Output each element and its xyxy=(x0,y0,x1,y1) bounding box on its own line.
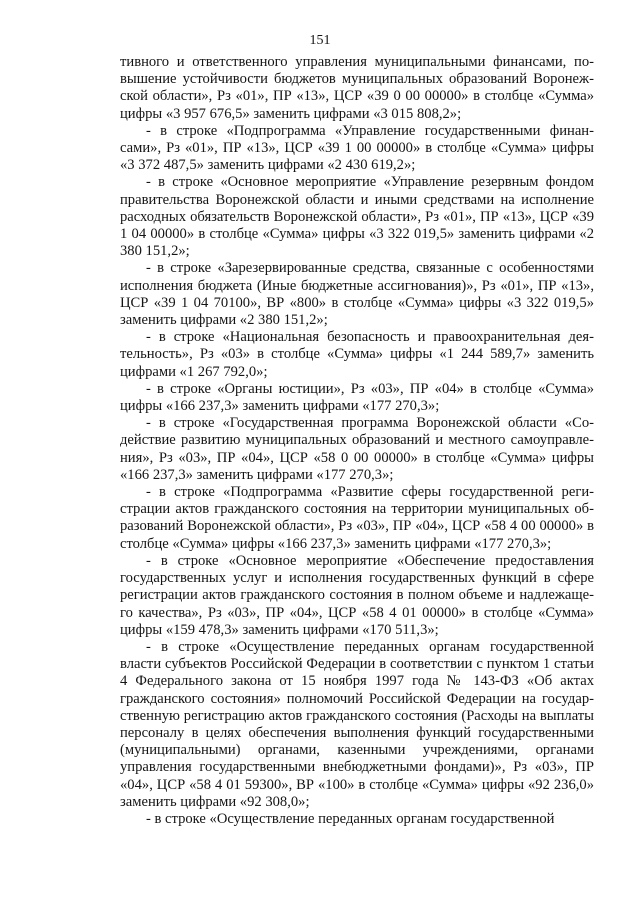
paragraph: - в строке «Органы юстиции», Рз «03», ПР «04» в столбце «Сумма» цифры «166 237,3» заменить цифрами «177 270,3»; xyxy=(120,380,594,415)
paragraph: - в строке «Осуществление переданных органам государственной власти субъектов Российской Федерации в соответствии с пунктом 1 статьи 4 Федерального закона от 15 ноября 1997 года № 143-ФЗ «Об актах гражданского состояния» полномочий Российской Федерации на государственную регистрацию актов гражданского состояния (Расходы на выплаты персоналу в целях обеспечения выполнения функций государственными (муниципальными) органами, казенными учреждениями, органами управления государственными внебюджетными фондами)», Рз «03», ПР «04», ЦСР «58 4 01 59300», ВР «100» в столбце «Сумма» цифры «92 236,0» заменить цифрами «92 308,0»; xyxy=(120,638,594,810)
paragraph-continuation: тивного и ответственного управления муниципальными финансами, повышение устойчивости бюджетов муниципальных образований Воронежской области», Рз «01», ПР «13», ЦСР «39 0 00 00000» в столбце «Сумма» цифры «3 957 676,5» заменить цифрами «3 015 808,2»; xyxy=(120,54,594,122)
document-body xyxy=(120,54,594,828)
paragraph: - в строке «Осуществление переданных органам государственной xyxy=(146,810,555,827)
paragraph: - в строке «Государственная программа Воронежской области «Содействие развитию муниципальных образований и местного самоуправления», Рз «03», ПР «04», ЦСР «58 0 00 00000» в столбце «Сумма» цифры «166 237,3» заменить цифрами «177 270,3»; xyxy=(120,415,594,483)
paragraph: - в строке «Основное мероприятие «Обеспечение предоставления государственных услуг и исполнения государственных функций в сфере регистрации актов гражданского состояния в полном объеме и надлежащего качества», Рз «03», ПР «04», ЦСР «58 4 01 00000» в столбце «Сумма» цифры «159 478,3» заменить цифрами «170 511,3»; xyxy=(120,552,594,638)
paragraph: - в строке «Подпрограмма «Развитие сферы государственной регистрации актов гражданского состояния на территории муниципальных образований Воронежской области», Рз «03», ПР «04», ЦСР «58 4 00 00000» в столбце «Сумма» цифры «166 237,3» заменить цифрами «177 270,3»; xyxy=(120,484,594,552)
paragraph: - в строке «Подпрограмма «Управление государственными финансами», Рз «01», ПР «13», ЦСР «39 1 00 00000» в столбце «Сумма» цифры «3 372 487,5» заменить цифрами «2 430 619,2»; xyxy=(120,122,594,174)
page-number: 151 xyxy=(309,33,331,48)
paragraph: - в строке «Зарезервированные средства, связанные с особенностями исполнения бюджета (Иные бюджетные ассигнования)», Рз «01», ПР «13», ЦСР «39 1 04 70100», ВР «800» в столбце «Сумма» цифры «3 322 019,5» заменить цифрами «2 380 151,2»; xyxy=(120,260,594,329)
paragraph: - в строке «Основное мероприятие «Управление резервным фондом правительства Воронежской области и иными средствами на исполнение расходных обязательств Воронежской области», Рз «01», ПР «13», ЦСР «39 1 04 00000» в столбце «Сумма» цифры «3 322 019,5» заменить цифрами «2 380 151,2»; xyxy=(120,174,594,260)
paragraph: - в строке «Национальная безопасность и правоохранительная деятельность», Рз «03» в столбце «Сумма» цифры «1 244 589,7» заменить цифрами «1 267 792,0»; xyxy=(120,329,594,380)
